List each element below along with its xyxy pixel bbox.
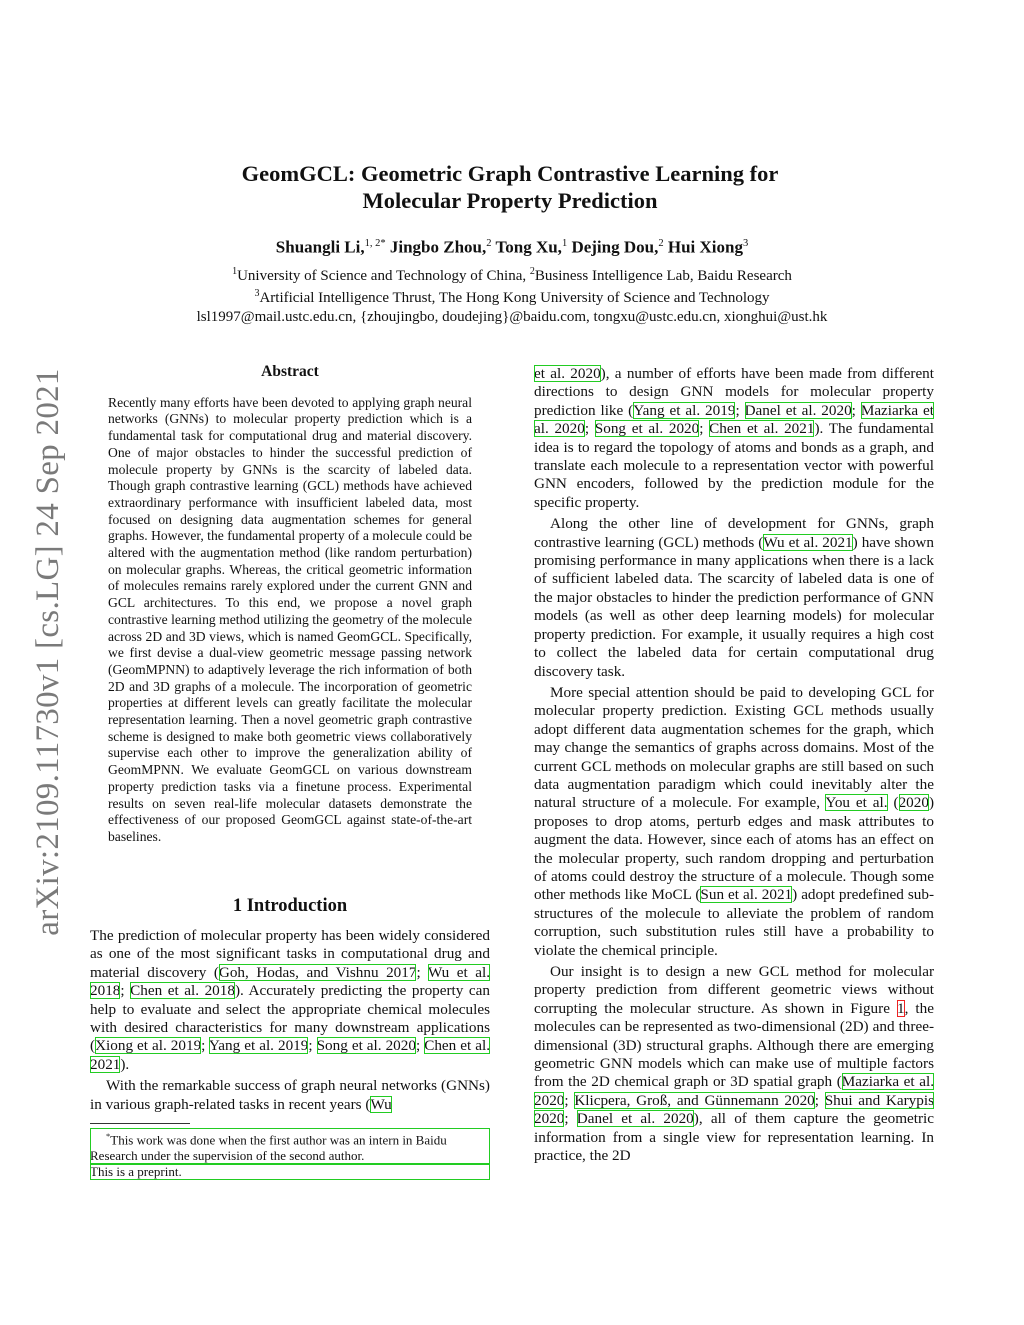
- citation-link[interactable]: Yang et al. 2019: [208, 1037, 309, 1055]
- citation-link[interactable]: You et al.: [825, 794, 888, 812]
- author-affiliation-mark: 2: [486, 238, 492, 249]
- right-paragraph-3: More special attention should be paid to developing GCL for molecular property prediction. Existing GCL methods usually adopt different data augmentation schemes for the graph, which may change the semantics of graphs across domains. Most of the current GCL methods on molecular graphs are still based on such data augmentation paradigm which could inevitably alter the natural structure of a molecule. For example, You et al. (2020) proposes to drop atoms, perturb edges and mask attributes to augment the data. However, since each of atoms has an effect on the molecular property, such random dropping and perturbation of atoms could destroy the structure of a molecule. Though some other methods like MoCL (Sun et al. 2021) adopt predefined sub-structures of the molecule to alleviate the problem of random corruption, such substitution rules still have a probability to violate the chemical principle.: [534, 683, 935, 959]
- footnote-text[interactable]: *This work was done when the first author was an intern in Baidu Research under the supervision of the second author.: [90, 1128, 490, 1164]
- citation-link[interactable]: Maziarka et al. 2020: [534, 401, 935, 438]
- affiliation-line-2: $^3$Artificial Intelligence Thrust, The Hong Kong University of Science and Technology: [254, 288, 770, 307]
- citation-link[interactable]: Chen et al. 2018: [130, 982, 235, 1000]
- citation-link[interactable]: Chen et al. 2021: [90, 1037, 490, 1073]
- citation-link[interactable]: Sun et al. 2021: [700, 886, 793, 904]
- citation-link[interactable]: Wu: [370, 1095, 392, 1113]
- author-name: Hui Xiong: [667, 237, 743, 257]
- author-affiliation-mark: 2: [658, 238, 664, 249]
- paper-title: [160, 160, 860, 214]
- intro-paragraph-1: The prediction of molecular property has been widely considered as one of the most significant tasks in computational drug and material discovery (Goh, Hodas, and Vishnu 2017; Wu et al. 2018; Chen et al. 2018). Accurately predicting the property can help to evaluate and select the appropriate chemical molecules with desired characteristics for many downstream applications (Xiong et al. 2019; Yang et al. 2019; Song et al. 2020; Chen et al. 2021).: [90, 927, 490, 1073]
- citation-link[interactable]: Danel et al. 2020: [576, 1110, 694, 1128]
- introduction-section: [90, 895, 490, 1114]
- citation-link[interactable]: 2020: [898, 794, 929, 812]
- arxiv-identifier: arXiv:2109.11730v1 [cs.LG] 24 Sep 2021: [30, 368, 66, 936]
- citation-link[interactable]: Shui and Karypis 2020: [534, 1091, 934, 1128]
- citation-link[interactable]: Song et al. 2020: [316, 1037, 416, 1055]
- right-paragraph-1: et al. 2020), a number of efforts have been made from different directions to design GNN models for molecular property prediction like (Yang et al. 2019; Danel et al. 2020; Maziarka et al. 2020; Song et al. 2020; Chen et al. 2021). The fundamental idea is to regard the topology of atoms and bonds as a graph, and translate each molecule to a representation vector with powerful GNN encoders, followed by the prediction module for the specific property.: [534, 365, 935, 511]
- footnote-rule: [90, 1123, 190, 1124]
- figure-reference-link[interactable]: 1: [897, 999, 905, 1017]
- citation-link[interactable]: Chen et al. 2021: [709, 420, 815, 438]
- citation-link[interactable]: Maziarka et al. 2020: [534, 1073, 934, 1109]
- author-affiliation-mark: 1, 2*: [364, 238, 386, 249]
- citation-link[interactable]: et al. 2020: [534, 365, 601, 382]
- abstract-section: [108, 364, 472, 846]
- footnote: [90, 1128, 490, 1180]
- author-list: [140, 233, 884, 259]
- citation-link[interactable]: Xiong et al. 2019: [95, 1037, 202, 1055]
- citation-link[interactable]: Danel et al. 2020: [744, 401, 852, 419]
- citation-link[interactable]: Goh, Hodas, and Vishnu 2017: [218, 963, 417, 981]
- author-name: Dejing Dou,: [571, 237, 659, 257]
- citation-link[interactable]: Wu et al. 2021: [763, 533, 853, 551]
- title-line-2: Molecular Property Prediction: [362, 188, 658, 213]
- right-column-text: [534, 365, 934, 1165]
- affiliation-line-1: $^1$University of Science and Technology of China, $^2$Business Intelligence Lab, Baidu Research: [232, 266, 792, 284]
- right-paragraph-2: Along the other line of development for GNNs, graph contrastive learning (GCL) methods (Wu et al. 2021) have shown promising performance in many applications when there is a lack of sufficient labeled data. The scarcity of labeled data is one of the major obstacles to hinder the prediction performance of GNN models (as well as other deep learning models) for molecular property prediction. For example, it usually requires a high cost to collect the labeled data for certain computational drug discovery task.: [534, 515, 934, 680]
- abstract-body: Recently many efforts have been devoted to applying graph neural networks (GNNs) to molecular property prediction which is a fundamental task for computational drug and material discovery. One of major obstacles to hinder the successful prediction of molecule property by GNNs is the scarcity of labeled data. Though graph contrastive learning (GCL) methods have achieved extraordinary performance with insufficient labeled data, most focused on designing data augmentation schemes for general graphs. However, the fundamental property of a molecule could be altered with the augmentation method (like random perturbation) on molecular graphs. Whereas, the critical geometric information of molecules remains rarely explored under the current GNN and GCL architectures. To this end, we propose a novel graph contrastive learning method utilizing the geometry of the molecule across 2D and 3D views, which is named GeomGCL. Specifically, we first devise a dual-view geometric message passing network (GeomMPNN) to adaptively leverage the rich information of both 2D and 3D graphs of a molecule. The incorporation of geometric properties at different levels can greatly facilitate the molecular representation learning. Then a novel geometric graph contrastive scheme is designed to make both geometric views collaboratively supervise each other to improve the generalization ability of GeomMPNN. We evaluate GeomGCL on various downstream property prediction tasks via a finetune process. Experimental results on seven real-life molecular datasets demonstrate the effectiveness of our proposed GeomGCL against state-of-the-art baselines.: [108, 394, 472, 844]
- citation-link[interactable]: Yang et al. 2019: [633, 401, 736, 419]
- preprint-note[interactable]: This is a preprint.: [90, 1164, 490, 1180]
- author-name: Jingbo Zhou,: [389, 237, 487, 257]
- citation-link[interactable]: Wu et al. 2018: [90, 963, 490, 1000]
- intro-paragraph-2: With the remarkable success of graph neural networks (GNNs) in various graph-related tasks in recent years (Wu: [90, 1077, 490, 1113]
- author-emails: lsl1997@mail.ustc.edu.cn, {zhoujingbo, doudejing}@baidu.com, tongxu@ustc.edu.cn, xionghui@ust.hk: [196, 308, 828, 325]
- citation-link[interactable]: Song et al. 2020: [594, 420, 700, 438]
- title-line-1: GeomGCL: Geometric Graph Contrastive Learning for: [241, 161, 779, 186]
- section-heading: 1 Introduction: [232, 896, 348, 916]
- abstract-heading: Abstract: [261, 363, 319, 380]
- citation-link[interactable]: Klicpera, Groß, and Günnemann 2020: [574, 1091, 815, 1109]
- author-affiliation-mark: 3: [742, 238, 749, 249]
- author-name: Shuangli Li,: [275, 237, 365, 257]
- author-name: Tong Xu,: [495, 237, 562, 257]
- affiliations: [120, 263, 904, 326]
- right-paragraph-4: Our insight is to design a new GCL method for molecular property prediction from different geometric views without corrupting the molecular structure. As shown in Figure 1, the molecules can be represented as two-dimensional (2D) and three-dimensional (3D) structural graphs. Although there are emerging geometric GNN models which can make use of multiple factors from the 2D chemical graph or 3D spatial graph (Maziarka et al. 2020; Klicpera, Groß, and Günnemann 2020; Shui and Karypis 2020; Danel et al. 2020), all of them capture the geometric information from a single view for representation learning. In practice, the 2D: [534, 963, 934, 1165]
- author-affiliation-mark: 1: [561, 238, 568, 249]
